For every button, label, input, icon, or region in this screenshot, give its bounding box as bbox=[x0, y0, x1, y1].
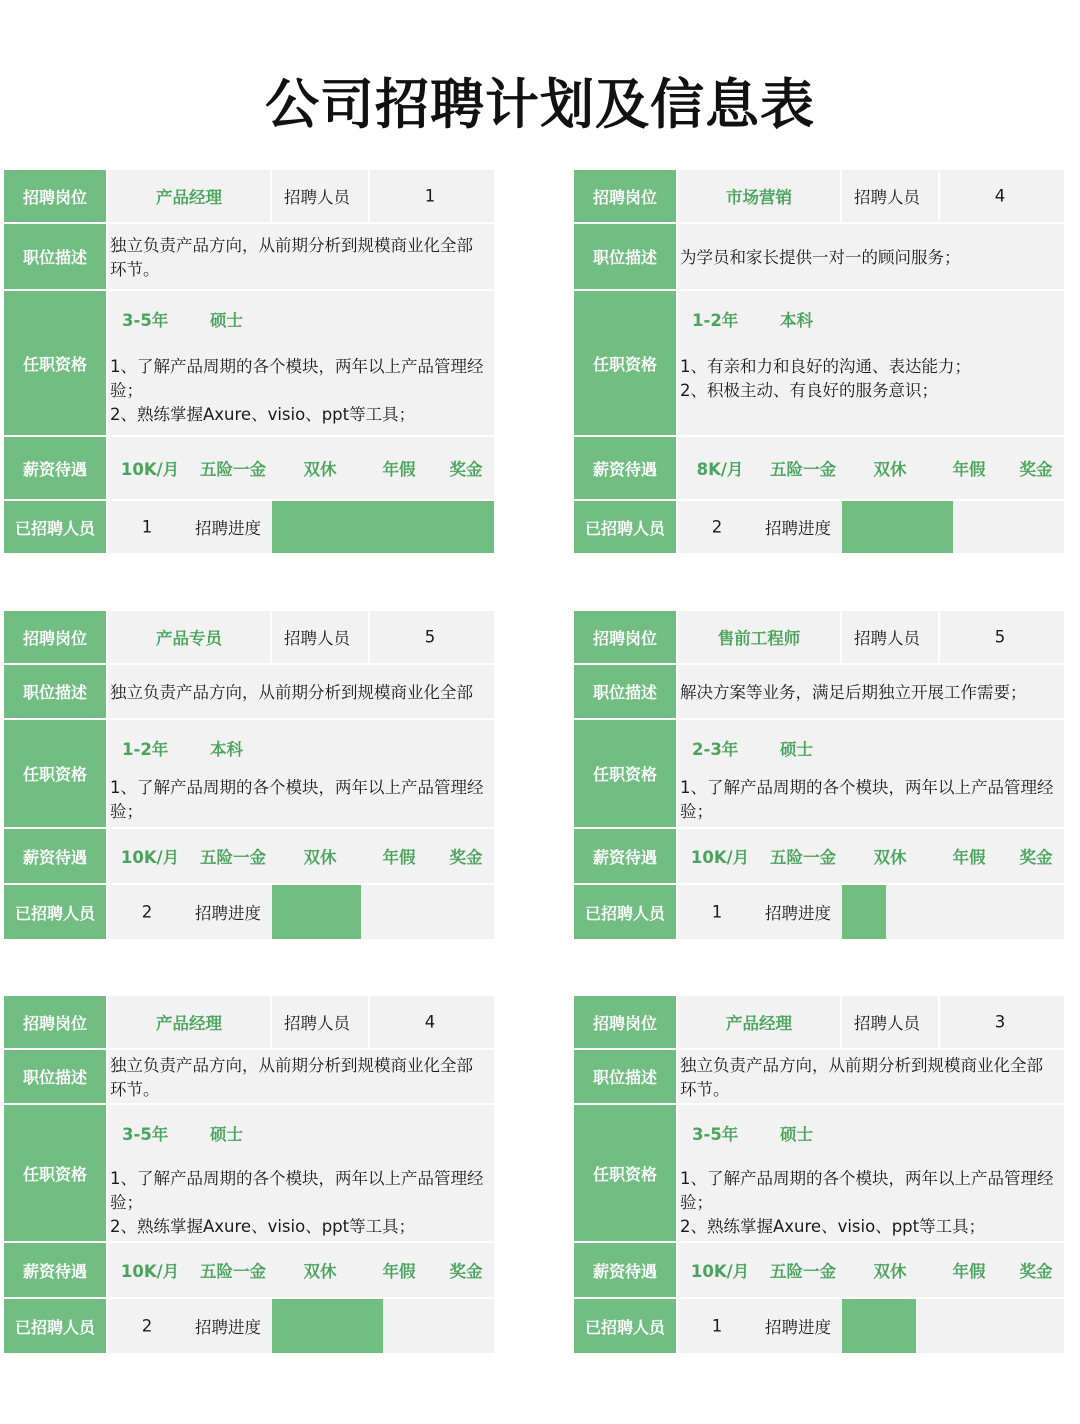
hired-row bbox=[574, 1299, 1064, 1353]
position-value: 产品经理 bbox=[156, 1014, 222, 1033]
headcount-value: 1 bbox=[424, 186, 436, 206]
position-row bbox=[574, 170, 1064, 224]
description-text: 解决方案等业务，满足后期独立开展工作需要； bbox=[680, 683, 1027, 702]
salary-value: 10K/月 bbox=[120, 460, 180, 479]
cell-divider bbox=[840, 611, 842, 663]
benefit-item: 奖金 bbox=[1019, 1262, 1053, 1281]
description-text: 为学员和家长提供一对一的顾问服务； bbox=[680, 248, 961, 267]
qualification-row bbox=[574, 720, 1064, 829]
progress-bar bbox=[272, 1299, 494, 1353]
cell-divider bbox=[368, 996, 370, 1048]
progress-bar bbox=[272, 501, 494, 553]
requirement-item: 1、有亲和力和良好的沟通、表达能力； bbox=[680, 357, 971, 376]
position-label: 招聘岗位 bbox=[574, 996, 678, 1048]
progress-bar bbox=[272, 885, 494, 939]
description-label: 职位描述 bbox=[4, 665, 108, 718]
cell-divider bbox=[938, 170, 940, 222]
requirement-item: 1、了解产品周期的各个模块，两年以上产品管理经验； bbox=[680, 1169, 1054, 1212]
progress-label: 招聘进度 bbox=[195, 519, 261, 538]
salary-row bbox=[4, 829, 494, 885]
hired-label: 已招聘人员 bbox=[574, 501, 678, 553]
headcount-label: 招聘人员 bbox=[854, 188, 920, 207]
benefit-item: 奖金 bbox=[449, 1262, 483, 1281]
qualification-label: 任职资格 bbox=[574, 720, 678, 827]
benefit-item: 五险一金 bbox=[200, 848, 266, 867]
salary-value: 10K/月 bbox=[120, 1262, 180, 1281]
qualification-label: 任职资格 bbox=[4, 291, 108, 435]
position-value: 产品经理 bbox=[726, 1014, 792, 1033]
cell-divider bbox=[938, 611, 940, 663]
hired-row bbox=[4, 885, 494, 939]
qualification-label: 任职资格 bbox=[4, 1105, 108, 1241]
experience-value: 3-5年 bbox=[692, 1125, 739, 1144]
hired-row bbox=[574, 885, 1064, 939]
requirement-item: 1、了解产品周期的各个模块，两年以上产品管理经验； bbox=[110, 778, 484, 821]
description-label: 职位描述 bbox=[4, 1050, 108, 1103]
description-label: 职位描述 bbox=[574, 665, 678, 718]
hired-label: 已招聘人员 bbox=[574, 1299, 678, 1353]
benefit-item: 年假 bbox=[952, 848, 986, 867]
position-row bbox=[574, 996, 1064, 1050]
cell-divider bbox=[270, 996, 272, 1048]
position-row bbox=[4, 170, 494, 224]
salary-row bbox=[574, 437, 1064, 501]
benefit-item: 奖金 bbox=[1019, 460, 1053, 479]
headcount-value: 4 bbox=[424, 1012, 436, 1032]
page-title: 公司招聘计划及信息表 bbox=[265, 73, 815, 136]
salary-value: 10K/月 bbox=[120, 848, 180, 867]
progress-bar-fill bbox=[842, 501, 953, 553]
headcount-label: 招聘人员 bbox=[854, 1014, 920, 1033]
job-card bbox=[574, 170, 1064, 553]
requirement-item: 1、了解产品周期的各个模块，两年以上产品管理经验； bbox=[110, 1169, 484, 1212]
requirement-item: 1、了解产品周期的各个模块，两年以上产品管理经验； bbox=[110, 357, 484, 400]
benefit-item: 双休 bbox=[873, 1262, 907, 1281]
progress-label: 招聘进度 bbox=[195, 1318, 261, 1337]
position-value: 市场营销 bbox=[726, 188, 792, 207]
salary-value: 10K/月 bbox=[690, 848, 750, 867]
position-row bbox=[4, 996, 494, 1050]
description-row bbox=[574, 224, 1064, 291]
description-text: 独立负责产品方向，从前期分析到规模商业化全部环节。 bbox=[110, 236, 473, 279]
hired-value: 2 bbox=[711, 517, 723, 537]
hired-row bbox=[4, 1299, 494, 1353]
benefit-item: 年假 bbox=[952, 460, 986, 479]
headcount-label: 招聘人员 bbox=[284, 629, 350, 648]
education-value: 硕士 bbox=[210, 1125, 243, 1144]
salary-row bbox=[4, 1243, 494, 1299]
requirements-list bbox=[110, 1167, 488, 1241]
qualification-row bbox=[574, 291, 1064, 437]
position-value: 产品专员 bbox=[156, 629, 222, 648]
hired-value: 1 bbox=[711, 1316, 723, 1336]
description-row bbox=[4, 665, 494, 720]
qualification-label: 任职资格 bbox=[574, 1105, 678, 1241]
cell-divider bbox=[270, 611, 272, 663]
cell-divider bbox=[368, 611, 370, 663]
position-label: 招聘岗位 bbox=[4, 996, 108, 1048]
description-label: 职位描述 bbox=[4, 224, 108, 289]
benefit-item: 奖金 bbox=[449, 848, 483, 867]
description-row bbox=[574, 1050, 1064, 1105]
job-card bbox=[4, 170, 494, 553]
position-row bbox=[4, 611, 494, 665]
description-row bbox=[4, 1050, 494, 1105]
requirements-list bbox=[110, 776, 488, 827]
education-value: 本科 bbox=[210, 740, 243, 759]
job-card bbox=[574, 996, 1064, 1353]
progress-bar bbox=[842, 1299, 1064, 1353]
progress-label: 招聘进度 bbox=[195, 904, 261, 923]
benefit-item: 年假 bbox=[382, 460, 416, 479]
qualification-label: 任职资格 bbox=[4, 720, 108, 827]
hired-value: 2 bbox=[141, 902, 153, 922]
requirement-item: 2、熟练掌握Axure、visio、ppt等工具； bbox=[110, 1217, 416, 1236]
salary-label: 薪资待遇 bbox=[574, 829, 678, 883]
job-card bbox=[574, 611, 1064, 939]
experience-value: 3-5年 bbox=[122, 311, 169, 330]
cell-divider bbox=[840, 170, 842, 222]
requirements-list bbox=[110, 355, 488, 435]
position-value: 产品经理 bbox=[156, 188, 222, 207]
description-row bbox=[574, 665, 1064, 720]
progress-bar bbox=[842, 501, 1064, 553]
education-value: 本科 bbox=[780, 311, 813, 330]
benefit-item: 双休 bbox=[303, 848, 337, 867]
benefit-item: 奖金 bbox=[1019, 848, 1053, 867]
headcount-label: 招聘人员 bbox=[284, 1014, 350, 1033]
description-label: 职位描述 bbox=[574, 1050, 678, 1103]
progress-bar-fill bbox=[842, 885, 886, 939]
description-text: 独立负责产品方向，从前期分析到规模商业化全部环节。 bbox=[680, 1056, 1043, 1099]
job-card bbox=[4, 996, 494, 1353]
benefit-item: 五险一金 bbox=[770, 1262, 836, 1281]
requirements-list bbox=[680, 776, 1058, 827]
requirement-item: 2、积极主动、有良好的服务意识； bbox=[680, 381, 938, 400]
qualification-label: 任职资格 bbox=[574, 291, 678, 435]
description-label: 职位描述 bbox=[574, 224, 678, 289]
headcount-value: 5 bbox=[424, 627, 436, 647]
requirement-item: 2、熟练掌握Axure、visio、ppt等工具； bbox=[110, 405, 416, 424]
education-value: 硕士 bbox=[780, 1125, 813, 1144]
salary-value: 8K/月 bbox=[696, 460, 744, 479]
cell-divider bbox=[368, 170, 370, 222]
headcount-label: 招聘人员 bbox=[854, 629, 920, 648]
position-row bbox=[574, 611, 1064, 665]
cell-divider bbox=[270, 170, 272, 222]
position-value: 售前工程师 bbox=[717, 629, 801, 648]
salary-row bbox=[574, 829, 1064, 885]
progress-label: 招聘进度 bbox=[765, 1318, 831, 1337]
progress-bar-fill bbox=[272, 885, 361, 939]
description-text: 独立负责产品方向，从前期分析到规模商业化全部环节。 bbox=[110, 1056, 473, 1099]
headcount-label: 招聘人员 bbox=[284, 188, 350, 207]
benefit-item: 五险一金 bbox=[770, 848, 836, 867]
description-text: 独立负责产品方向，从前期分析到规模商业化全部 bbox=[110, 683, 473, 702]
hired-label: 已招聘人员 bbox=[4, 501, 108, 553]
hired-label: 已招聘人员 bbox=[4, 885, 108, 939]
headcount-value: 4 bbox=[994, 186, 1006, 206]
position-label: 招聘岗位 bbox=[574, 170, 678, 222]
requirements-list bbox=[680, 1167, 1058, 1241]
position-label: 招聘岗位 bbox=[4, 170, 108, 222]
salary-label: 薪资待遇 bbox=[574, 1243, 678, 1297]
benefit-item: 年假 bbox=[382, 848, 416, 867]
experience-value: 1-2年 bbox=[692, 311, 739, 330]
salary-row bbox=[574, 1243, 1064, 1299]
progress-bar-fill bbox=[272, 501, 494, 553]
benefit-item: 双休 bbox=[303, 1262, 337, 1281]
requirement-item: 2、熟练掌握Axure、visio、ppt等工具； bbox=[680, 1217, 986, 1236]
hired-value: 1 bbox=[711, 902, 723, 922]
hired-row bbox=[4, 501, 494, 553]
salary-row bbox=[4, 437, 494, 501]
position-label: 招聘岗位 bbox=[574, 611, 678, 663]
hired-row bbox=[574, 501, 1064, 553]
benefit-item: 双休 bbox=[873, 848, 907, 867]
experience-value: 2-3年 bbox=[692, 740, 739, 759]
benefit-item: 年假 bbox=[382, 1262, 416, 1281]
position-label: 招聘岗位 bbox=[4, 611, 108, 663]
headcount-value: 5 bbox=[994, 627, 1006, 647]
salary-value: 10K/月 bbox=[690, 1262, 750, 1281]
salary-label: 薪资待遇 bbox=[4, 829, 108, 883]
benefit-item: 奖金 bbox=[449, 460, 483, 479]
qualification-row bbox=[4, 720, 494, 829]
progress-bar-fill bbox=[842, 1299, 916, 1353]
experience-value: 1-2年 bbox=[122, 740, 169, 759]
headcount-value: 3 bbox=[994, 1012, 1006, 1032]
hired-value: 2 bbox=[141, 1316, 153, 1336]
qualification-row bbox=[574, 1105, 1064, 1243]
benefit-item: 五险一金 bbox=[770, 460, 836, 479]
job-card bbox=[4, 611, 494, 939]
salary-label: 薪资待遇 bbox=[4, 437, 108, 499]
salary-label: 薪资待遇 bbox=[574, 437, 678, 499]
cell-divider bbox=[938, 996, 940, 1048]
benefit-item: 五险一金 bbox=[200, 1262, 266, 1281]
salary-label: 薪资待遇 bbox=[4, 1243, 108, 1297]
qualification-row bbox=[4, 1105, 494, 1243]
education-value: 硕士 bbox=[210, 311, 243, 330]
benefit-item: 五险一金 bbox=[200, 460, 266, 479]
benefit-item: 双休 bbox=[303, 460, 337, 479]
progress-label: 招聘进度 bbox=[765, 519, 831, 538]
experience-value: 3-5年 bbox=[122, 1125, 169, 1144]
benefit-item: 双休 bbox=[873, 460, 907, 479]
education-value: 硕士 bbox=[780, 740, 813, 759]
progress-bar bbox=[842, 885, 1064, 939]
description-row bbox=[4, 224, 494, 291]
progress-label: 招聘进度 bbox=[765, 904, 831, 923]
qualification-row bbox=[4, 291, 494, 437]
hired-label: 已招聘人员 bbox=[574, 885, 678, 939]
requirement-item: 1、了解产品周期的各个模块，两年以上产品管理经验； bbox=[680, 778, 1054, 821]
requirements-list bbox=[680, 355, 1058, 435]
benefit-item: 年假 bbox=[952, 1262, 986, 1281]
progress-bar-fill bbox=[272, 1299, 383, 1353]
hired-value: 1 bbox=[141, 517, 153, 537]
hired-label: 已招聘人员 bbox=[4, 1299, 108, 1353]
cell-divider bbox=[840, 996, 842, 1048]
